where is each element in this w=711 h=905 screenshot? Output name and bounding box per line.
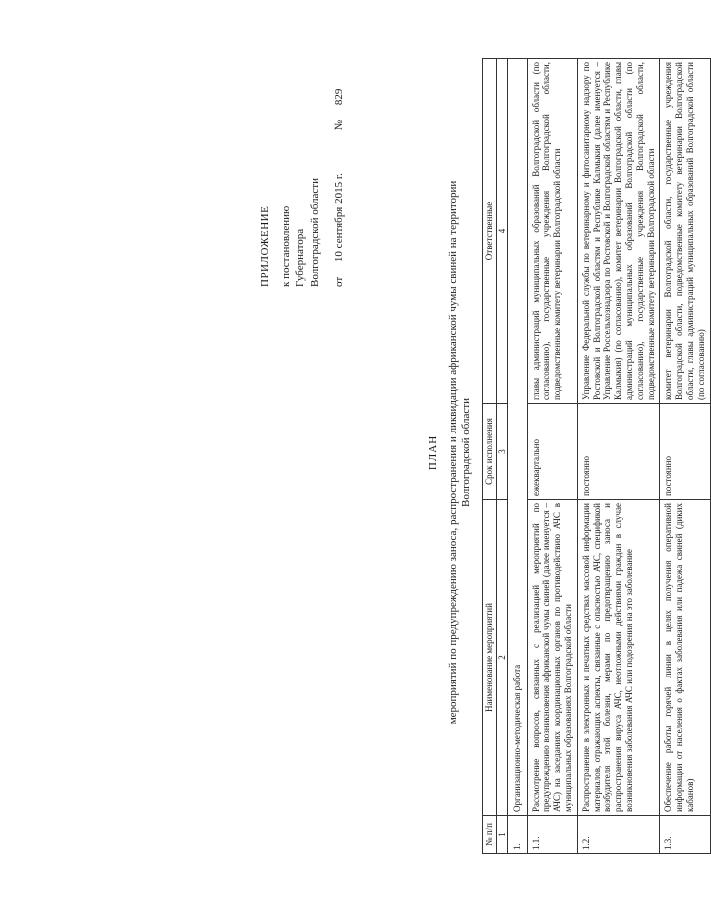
approval-stamp <box>258 17 347 287</box>
column-number-row <box>496 59 507 854</box>
approval-line-2: Губернатора <box>294 228 306 287</box>
section-number: 1. <box>507 816 527 854</box>
approval-date-row <box>332 17 347 287</box>
plan-subtitle-line-2: Волгоградской области <box>460 398 472 507</box>
header-term: Срок исполнения <box>483 404 497 500</box>
header-name: Наименование мероприятий <box>483 500 497 816</box>
plan-subtitle-line-1: мероприятий по предупреждению заноса, распространения и ликвидации африканской чумы свиней на территории <box>447 180 459 725</box>
column-number: 3 <box>496 404 507 500</box>
item-responsible: Управление Федеральной службы по ветеринарному и фитосанитарному надзору по Ростовской и Волгоградской областям и Республике Калмыкия (далее именуется – Управление Россельхознадзора по Ростовской и Волгоградской областям и Республике Калмыкия) (по согласованию), комитет ветеринарии Волгоградской области, главы администраций муниципальных образований Волгоградской области (по согласованию), государственные учреждения Волгоградской области, подведомственные комитету ветеринарии Волгоградской области <box>577 59 660 404</box>
approval-line-3: Волгоградской области <box>308 178 321 287</box>
header-number: № п/п <box>483 816 497 854</box>
approval-date: 10 сентября 2015 г. <box>333 173 345 263</box>
column-number: 1 <box>496 816 507 854</box>
table-row <box>527 59 577 854</box>
item-number: 1.1. <box>527 816 577 854</box>
date-prefix: от <box>333 276 345 287</box>
plan-title: ПЛАН <box>427 434 439 471</box>
item-name: Распространение в электронных и печатных средствах массовой информации материалов, отражающих аспекты, связанные с опасностью АЧС, спецификой возбудителя этой болезни, мерами по предотвращению заноса и распространения вируса АЧС, неотложными действиями граждан в случае возникновения заболевания АЧС или подозрения на это заболевание <box>577 500 660 816</box>
number-sign: № <box>333 119 345 131</box>
table-row <box>660 59 710 854</box>
column-number: 2 <box>496 500 507 816</box>
item-number: 1.2. <box>577 816 660 854</box>
plan-subtitle <box>447 40 473 865</box>
item-term: постоянно <box>577 404 660 500</box>
table-row <box>577 59 660 854</box>
item-term: ежеквартально <box>527 404 577 500</box>
header-responsible: Ответственные <box>483 59 497 404</box>
item-term: постоянно <box>660 404 710 500</box>
item-number: 1.3. <box>660 816 710 854</box>
appendix-title: ПРИЛОЖЕНИЕ <box>259 205 271 287</box>
section-title: Организационно-методическая работа <box>507 59 527 816</box>
item-responsible: комитет ветеринарии Волгоградской области, государственные учреждения Волгоградской области, подведомственные комитету ветеринарии Волгоградской области, главы администраций муниципальных образований Волгоградской области (по согласованию) <box>660 59 710 404</box>
approval-number: 829 <box>333 88 345 106</box>
column-number: 4 <box>496 59 507 404</box>
item-responsible: главы администраций муниципальных образований Волгоградской области (по согласованию), государственные учреждения Волгоградской области, подведомственные комитету ветеринарии Волгоградской области <box>527 59 577 404</box>
section-row <box>507 59 527 854</box>
item-name: Рассмотрение вопросов, связанных с реализацией мероприятий по предупреждению возникновения африканской чумы свиней (далее именуется – АЧС) на заседаниях координационных органов по противодействию АЧС в муниципальных образованиях Волгоградской области <box>527 500 577 816</box>
approval-line-1: к постановлению <box>279 205 292 287</box>
item-name: Обеспечение работы горячей линии в целях получения оперативной информации от населения о фактах заболевания или падежа свиней (диких кабанов) <box>660 500 710 816</box>
table-header-row <box>483 59 497 854</box>
plan-table <box>482 58 711 854</box>
